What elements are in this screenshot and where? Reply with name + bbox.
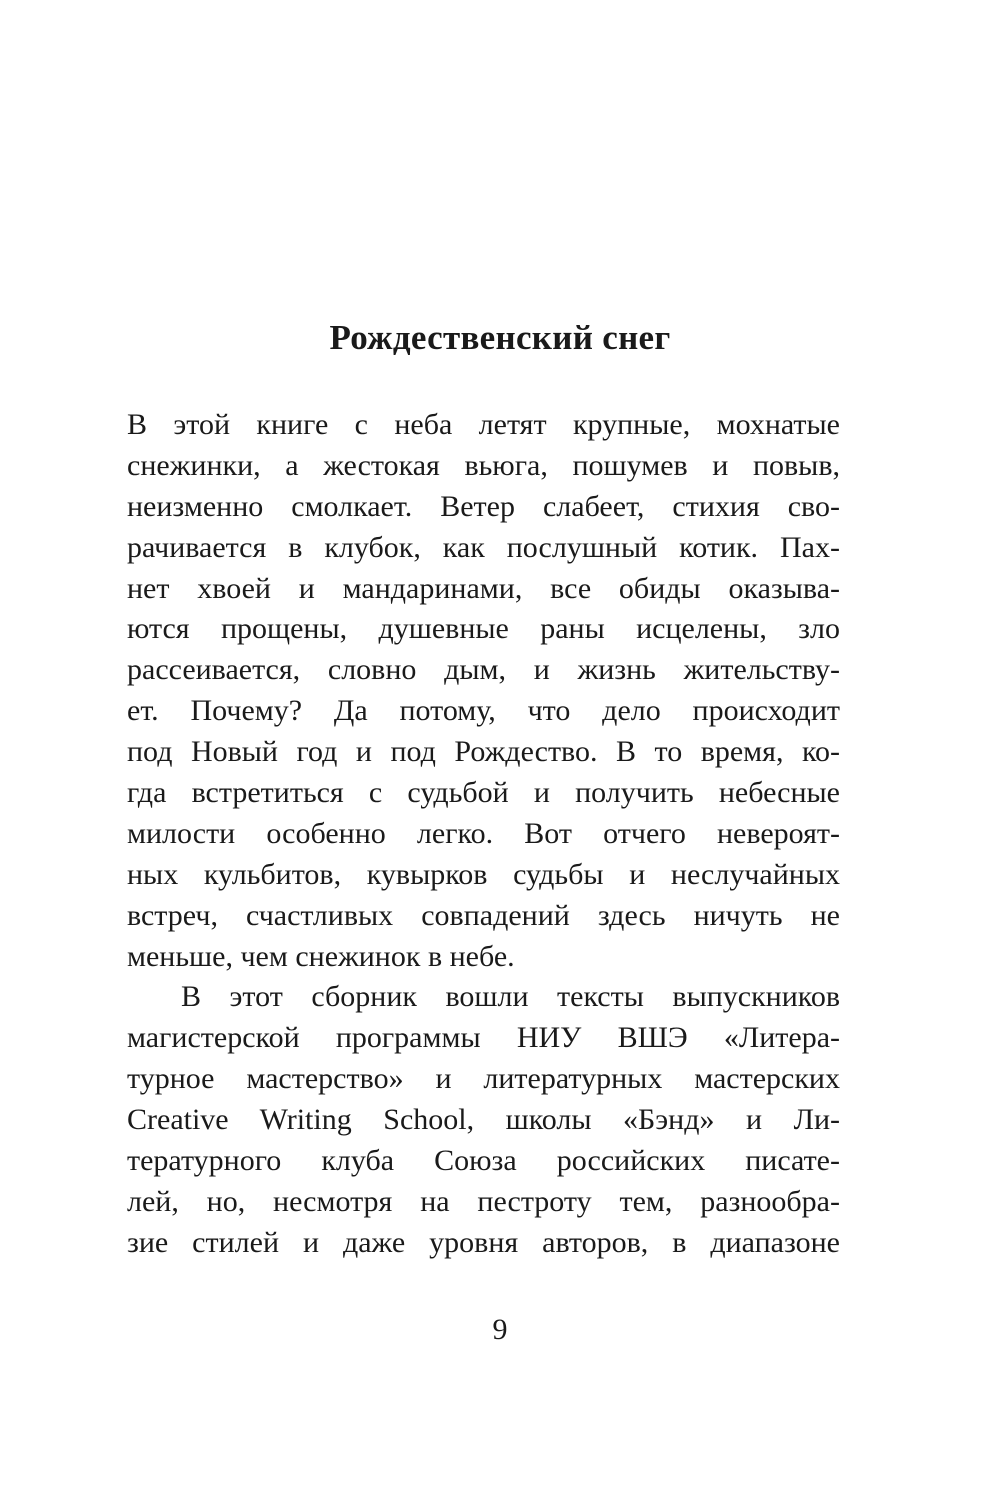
text-line: ных кульбитов, кувырков судьбы и неслучайных <box>127 857 840 891</box>
text-line: В этот сборник вошли тексты выпускников <box>181 980 840 1014</box>
page-number: 9 <box>492 1313 508 1346</box>
text-line: магистерской программы НИУ ВШЭ «Литера- <box>127 1021 840 1055</box>
text-line: зие стилей и даже уровня авторов, в диапазоне <box>127 1225 840 1259</box>
text-line: В этой книге с неба летят крупные, мохнатые <box>127 408 840 441</box>
text-line: меньше, чем снежинок в небе. <box>127 939 515 973</box>
text-line: неизменно смолкает. Ветер слабеет, стихия сво- <box>127 489 840 523</box>
text-line: рачивается в клубок, как послушный котик. Пах- <box>127 530 840 564</box>
text-line: турное мастерство» и литературных мастерских <box>127 1062 840 1096</box>
text-line: лей, но, несмотря на пестроту тем, разнообра- <box>127 1184 840 1218</box>
text-line: нет хвоей и мандаринами, все обиды оказыва- <box>127 571 840 605</box>
text-line: снежинки, а жестокая вьюга, пошумев и повыв, <box>127 448 840 482</box>
text-line: встреч, счастливых совпадений здесь ничуть не <box>127 898 840 932</box>
text-line: Creative Writing School, школы «Бэнд» и Ли- <box>127 1103 840 1137</box>
text-line: рассеивается, словно дым, и жизнь жительству- <box>127 653 840 687</box>
chapter-title: Рождественский снег <box>329 318 671 357</box>
text-line: под Новый год и под Рождество. В то время, ко- <box>127 735 840 769</box>
text-line: тературного клуба Союза российских писате- <box>127 1144 840 1178</box>
body-text <box>127 405 840 1264</box>
text-line: гда встретиться с судьбой и получить небесные <box>127 776 840 810</box>
text-line: ет. Почему? Да потому, что дело происходит <box>127 694 840 728</box>
text-line: ются прощены, душевные раны исцелены, зло <box>127 612 840 646</box>
text-line: милости особенно легко. Вот отчего невероят- <box>127 816 840 850</box>
